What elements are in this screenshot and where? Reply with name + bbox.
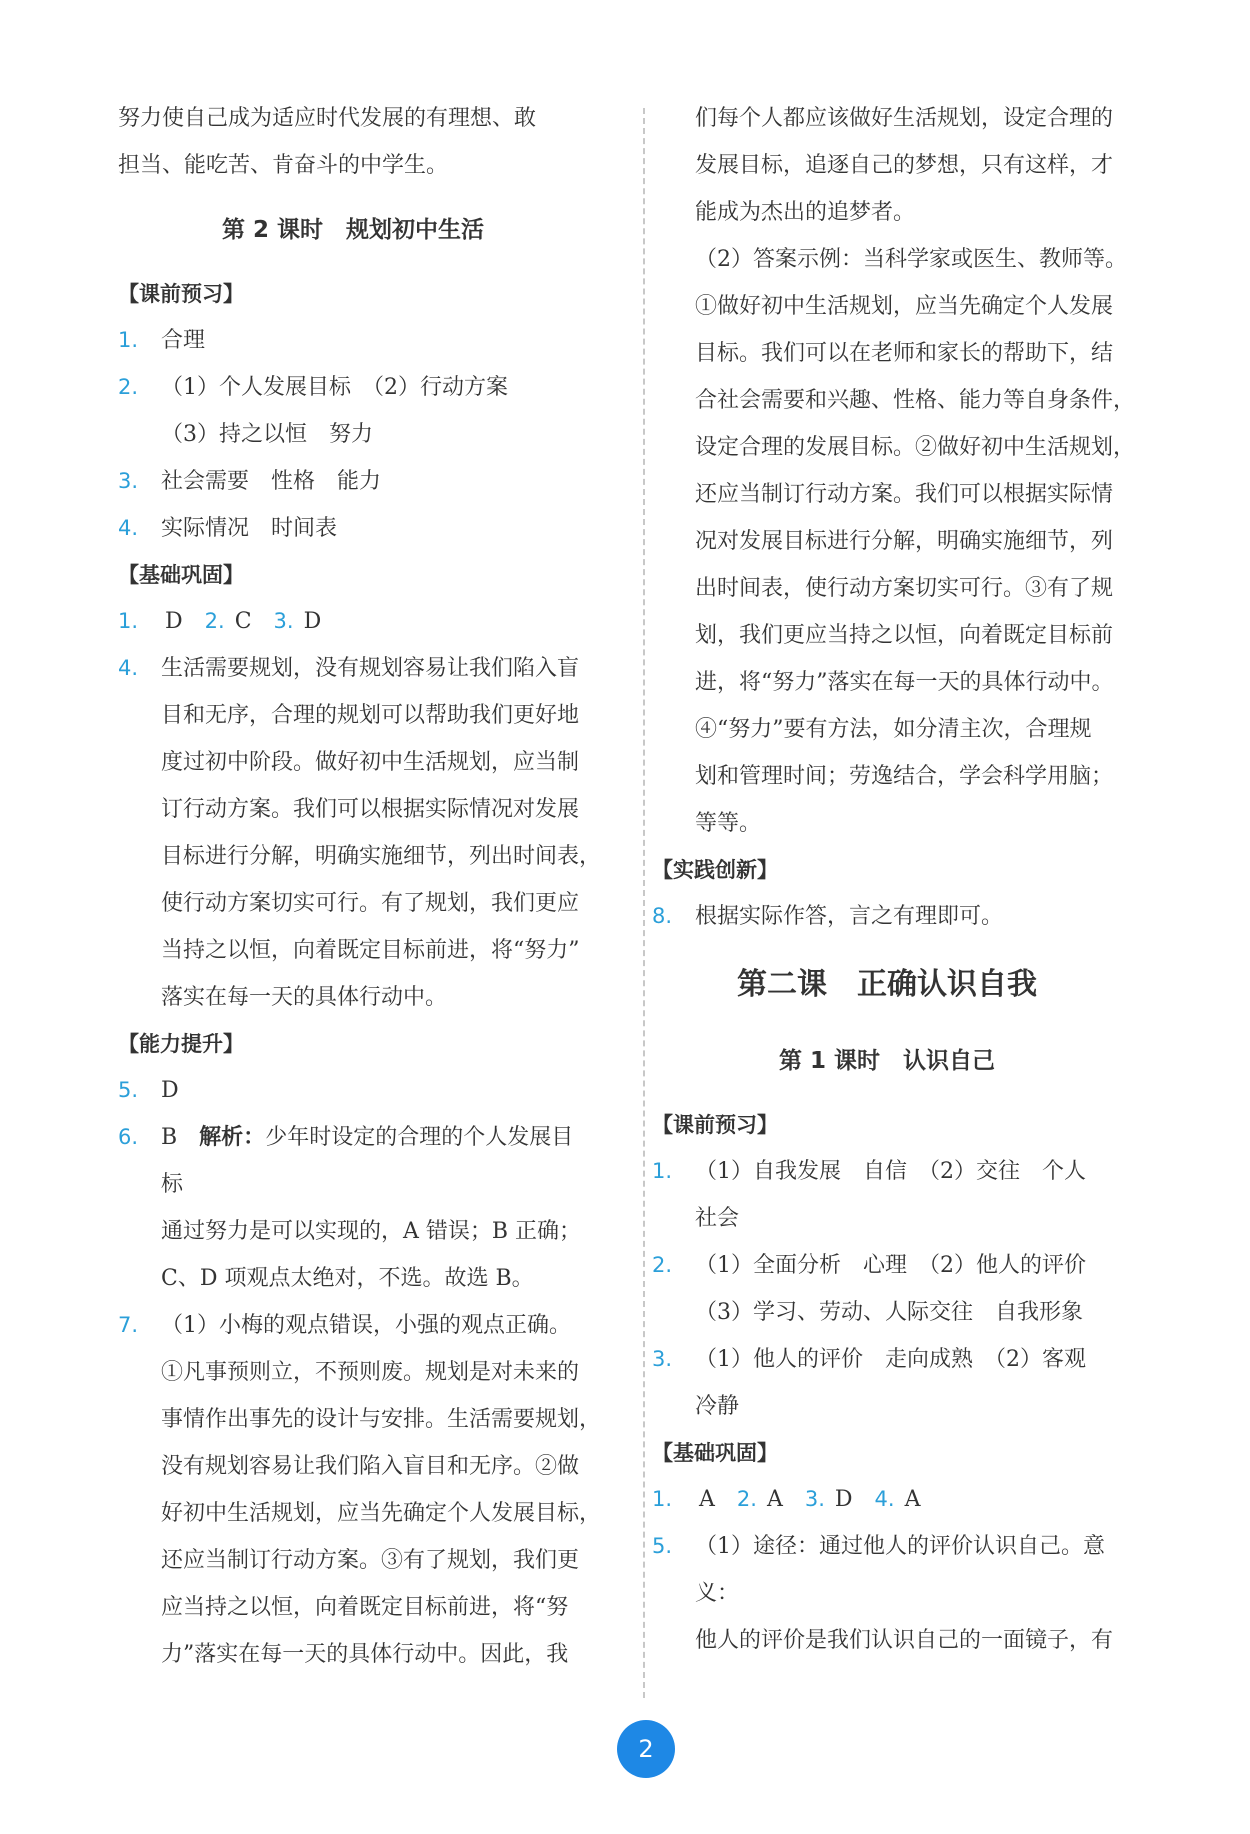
answer-letter: D xyxy=(161,1078,179,1103)
answer-text: 还应当制订行动方案。我们可以根据实际情 xyxy=(695,482,1114,507)
answer-text: ①凡事预则立，不预则废。规划是对未来的 xyxy=(161,1360,580,1385)
list-item xyxy=(118,1067,588,1114)
list-item xyxy=(652,1148,1122,1195)
multiple-choice-row xyxy=(652,1476,1122,1523)
question-number: 1. xyxy=(652,1159,673,1183)
answer-text: 目标。我们可以在老师和家长的帮助下，结 xyxy=(695,341,1114,366)
answer-text: （1）途径：通过他人的评价认识自己。意义： xyxy=(695,1534,1105,1606)
answer-letter: C xyxy=(234,609,252,634)
answer-text: 度过初中阶段。做好初中生活规划，应当制 xyxy=(161,750,580,775)
answer-text: ①做好初中生活规划，应当先确定个人发展 xyxy=(695,294,1114,319)
answer-letter: D xyxy=(834,1487,853,1512)
answer-text: 冷静 xyxy=(695,1394,740,1419)
intro-line: 努力使自己成为适应时代发展的有理想、敢 xyxy=(118,106,537,131)
question-number: 5. xyxy=(118,1078,139,1102)
list-item xyxy=(118,645,588,692)
answer-text: （3）学习、劳动、人际交往 自我形象 xyxy=(695,1300,1083,1325)
answer-letter: B xyxy=(161,1125,200,1150)
answer-text: 合理 xyxy=(161,328,206,353)
answer-text: 落实在每一天的具体行动中。 xyxy=(161,985,448,1010)
answer-text: （1）全面分析 心理 （2）他人的评价 xyxy=(695,1253,1086,1278)
answer-text: 好初中生活规划，应当先确定个人发展目标， xyxy=(161,1501,602,1526)
question-number: 5. xyxy=(652,1534,673,1558)
answer-text: 应当持之以恒，向着既定目标前进，将“努 xyxy=(161,1595,569,1620)
answer-text: 他人的评价是我们认识自己的一面镜子，有 xyxy=(695,1628,1114,1653)
list-item xyxy=(118,458,588,505)
answer-text: 划和管理时间；劳逸结合，学会科学用脑； xyxy=(695,764,1114,789)
answer-text: 目标进行分解，明确实施细节，列出时间表， xyxy=(161,844,602,869)
answer-text: 发展目标，追逐自己的梦想，只有这样，才 xyxy=(695,153,1114,178)
answer-letter: A xyxy=(904,1487,921,1512)
answer-text: 力”落实在每一天的具体行动中。因此，我 xyxy=(161,1642,569,1667)
question-number: 7. xyxy=(118,1313,139,1337)
list-item xyxy=(118,505,588,552)
answer-text: （1）自我发展 自信 （2）交往 个人 xyxy=(695,1159,1086,1184)
preview-heading: 【课前预习】 xyxy=(652,1113,778,1137)
answer-text: 划，我们更应当持之以恒，向着既定目标前 xyxy=(695,623,1114,648)
analysis-label: 解析： xyxy=(199,1124,266,1150)
left-column xyxy=(118,95,602,1678)
list-item xyxy=(652,1336,1122,1383)
answer-text: 合社会需要和兴趣、性格、能力等自身条件， xyxy=(695,388,1136,413)
question-number: 3. xyxy=(804,1487,825,1511)
answer-text: 进，将“努力”落实在每一天的具体行动中。 xyxy=(695,670,1114,695)
answer-text: （1）个人发展目标 （2）行动方案 xyxy=(161,375,508,400)
answer-text: 社会 xyxy=(695,1206,740,1231)
multiple-choice-row xyxy=(118,598,588,645)
question-number: 4. xyxy=(874,1487,895,1511)
basic-heading: 【基础巩固】 xyxy=(652,1441,778,1465)
question-number: 2. xyxy=(652,1253,673,1277)
answer-text: 还应当制订行动方案。③有了规划，我们更 xyxy=(161,1548,580,1573)
question-number: 4. xyxy=(118,656,139,680)
answer-text: 生活需要规划，没有规划容易让我们陷入盲 xyxy=(161,656,580,681)
question-number: 1. xyxy=(652,1487,673,1511)
answer-text: 通过努力是可以实现的，A 错误；B 正确； xyxy=(161,1219,582,1244)
answer-letter: D xyxy=(303,609,322,634)
answer-text: （1）小梅的观点错误，小强的观点正确。 xyxy=(161,1313,571,1338)
list-item xyxy=(118,1114,588,1208)
answer-text: 使行动方案切实可行。有了规划，我们更应 xyxy=(161,891,580,916)
question-number: 2. xyxy=(204,609,225,633)
practice-heading: 【实践创新】 xyxy=(652,858,778,882)
question-number: 1. xyxy=(118,609,139,633)
ability-heading: 【能力提升】 xyxy=(118,1032,244,1056)
answer-text: （3）持之以恒 努力 xyxy=(161,422,373,447)
answer-text: 实际情况 时间表 xyxy=(161,516,338,541)
answer-letter: D xyxy=(165,609,183,634)
lesson-title: 第 1 课时 认识自己 xyxy=(778,1048,996,1074)
list-item xyxy=(118,364,588,411)
answer-text: 们每个人都应该做好生活规划，设定合理的 xyxy=(695,106,1114,131)
answer-letter: A xyxy=(699,1487,715,1512)
question-number: 3. xyxy=(118,469,139,493)
right-column xyxy=(652,95,1136,1664)
question-number: 6. xyxy=(118,1125,139,1149)
answer-text: （2）答案示例：当科学家或医生、教师等。 xyxy=(695,247,1127,272)
answer-text: 当持之以恒，向着既定目标前进，将“努力” xyxy=(161,938,580,963)
answer-text: 等等。 xyxy=(695,811,762,836)
answer-text: 能成为杰出的追梦者。 xyxy=(695,200,916,225)
question-number: 1. xyxy=(118,328,139,352)
answer-letter: A xyxy=(766,1487,783,1512)
list-item xyxy=(118,317,588,364)
column-divider xyxy=(643,108,645,1698)
question-number: 2. xyxy=(736,1487,757,1511)
answer-text: （1）他人的评价 走向成熟 （2）客观 xyxy=(695,1347,1086,1372)
answer-text: ④“努力”要有方法，如分清主次，合理规 xyxy=(695,717,1092,742)
basic-heading: 【基础巩固】 xyxy=(118,563,244,587)
intro-line: 担当、能吃苦、肯奋斗的中学生。 xyxy=(118,153,449,178)
answer-text: 订行动方案。我们可以根据实际情况对发展 xyxy=(161,797,580,822)
list-item xyxy=(652,893,1122,940)
answer-text: C、D 项观点太绝对，不选。故选 B。 xyxy=(161,1266,534,1291)
chapter-title: 第二课 正确认识自我 xyxy=(737,967,1037,1002)
answer-text: 社会需要 性格 能力 xyxy=(161,469,382,494)
answer-text: 事情作出事先的设计与安排。生活需要规划， xyxy=(161,1407,602,1432)
list-item xyxy=(652,1523,1122,1617)
question-number: 4. xyxy=(118,516,139,540)
answer-text: 况对发展目标进行分解，明确实施细节，列 xyxy=(695,529,1114,554)
list-item xyxy=(118,1302,588,1349)
answer-text: 设定合理的发展目标。②做好初中生活规划， xyxy=(695,435,1136,460)
answer-text: 出时间表，使行动方案切实可行。③有了规 xyxy=(695,576,1114,601)
question-number: 3. xyxy=(652,1347,673,1371)
preview-heading: 【课前预习】 xyxy=(118,282,244,306)
question-number: 3. xyxy=(273,609,294,633)
question-number: 2. xyxy=(118,375,139,399)
page-number-badge: 2 xyxy=(617,1720,675,1778)
answer-text: 目和无序，合理的规划可以帮助我们更好地 xyxy=(161,703,580,728)
answer-text: 根据实际作答，言之有理即可。 xyxy=(695,904,1004,929)
answer-text: 没有规划容易让我们陷入盲目和无序。②做 xyxy=(161,1454,580,1479)
lesson-title: 第 2 课时 规划初中生活 xyxy=(221,217,485,243)
answer-text: 少年时设定的合理的个人发展目标 xyxy=(161,1125,574,1197)
list-item xyxy=(652,1242,1122,1289)
question-number: 8. xyxy=(652,904,673,928)
